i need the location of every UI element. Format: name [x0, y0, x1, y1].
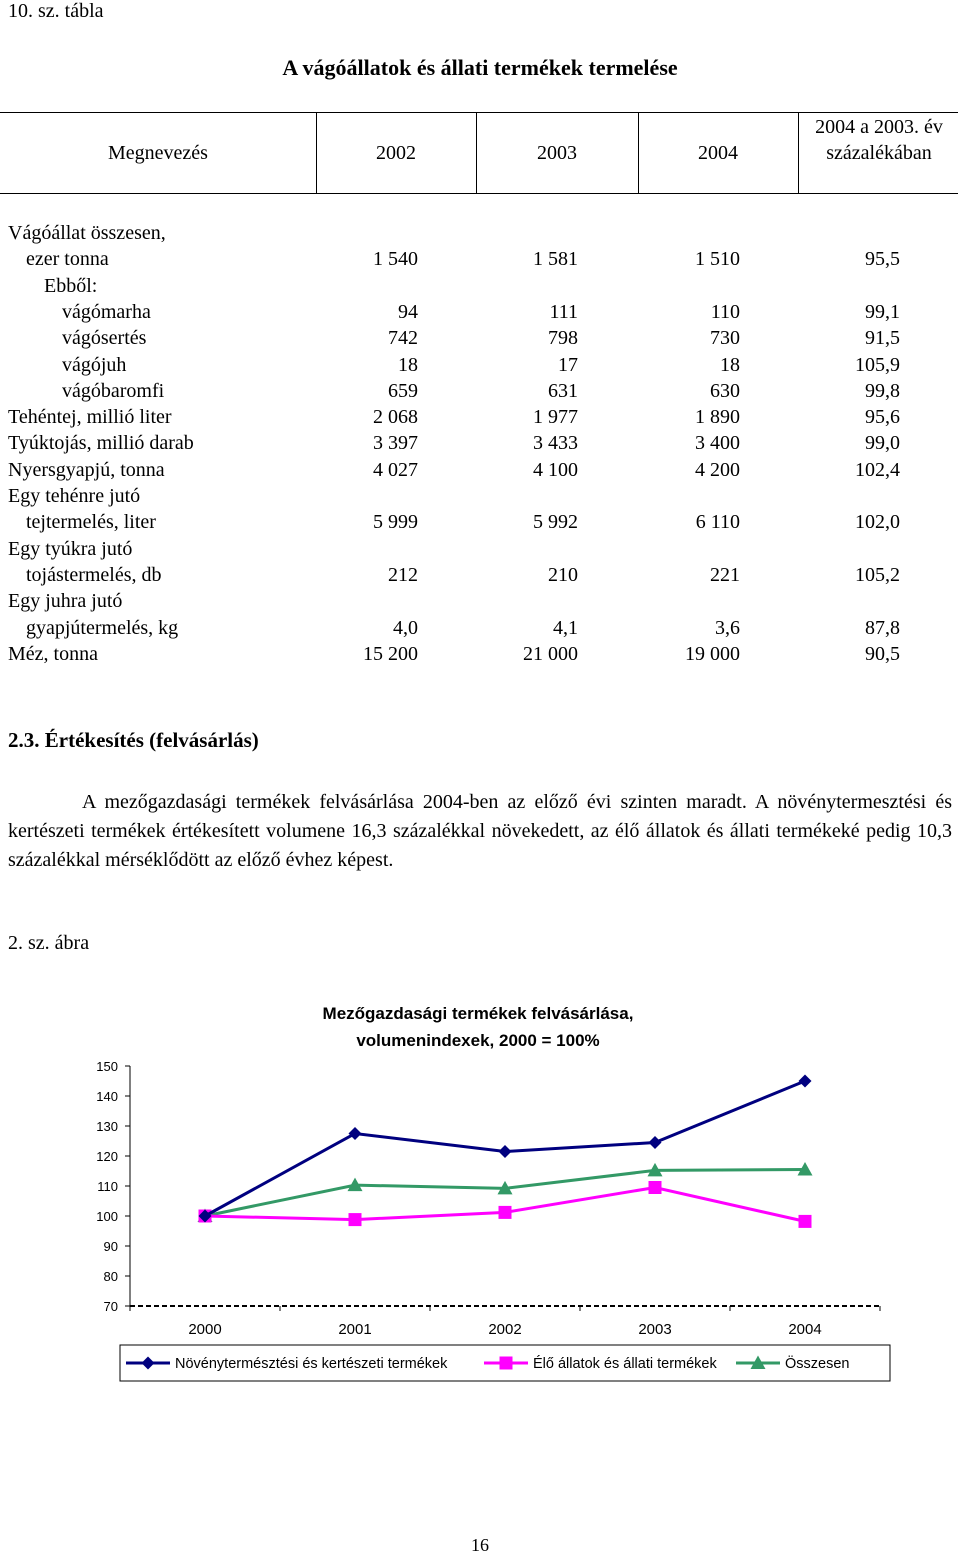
legend-marker — [500, 1357, 513, 1370]
row-value: 210 — [548, 563, 578, 586]
table-row — [0, 352, 960, 378]
row-label: vágómarha — [62, 300, 151, 323]
row-label: vágójuh — [62, 353, 127, 376]
data-point — [649, 1136, 662, 1149]
figure-label: 2. sz. ábra — [8, 932, 90, 954]
row-value: 1 977 — [533, 406, 578, 429]
row-value: 95,6 — [865, 406, 900, 429]
y-tick-label: 110 — [97, 1179, 118, 1194]
row-label: tejtermelés, liter — [26, 511, 156, 534]
row-value: 5 992 — [533, 511, 578, 534]
row-value: 17 — [558, 353, 578, 376]
row-value: 91,5 — [865, 327, 900, 350]
y-tick-label: 130 — [96, 1119, 118, 1134]
row-label: Nyersgyapjú, tonna — [8, 458, 165, 481]
row-value: 4 027 — [373, 458, 418, 481]
row-value: 18 — [720, 353, 740, 376]
legend-marker — [142, 1357, 155, 1370]
table-label: 10. sz. tábla — [8, 0, 104, 22]
table-row — [0, 641, 960, 667]
row-value: 730 — [710, 327, 740, 350]
table-row — [0, 246, 960, 272]
row-label: Egy juhra jutó — [8, 590, 123, 613]
row-label: Vágóállat összesen, — [8, 222, 166, 244]
legend-label: Növénytermésztési és kertészeti termékek — [175, 1356, 448, 1372]
row-value: 4 100 — [533, 458, 578, 481]
table-row — [0, 615, 960, 641]
row-value: 90,5 — [865, 642, 900, 665]
chart-title-line2: volumenindexek, 2000 = 100% — [356, 1031, 600, 1050]
row-label: Egy tehénre jutó — [8, 485, 141, 507]
row-value: 659 — [388, 379, 418, 402]
row-value: 19 000 — [685, 642, 740, 665]
row-value: 105,2 — [855, 563, 900, 586]
section-heading: 2.3. Értékesítés (felvásárlás) — [8, 728, 259, 752]
table-row — [0, 483, 960, 509]
row-value: 99,8 — [865, 379, 900, 402]
y-tick-label: 140 — [96, 1089, 118, 1104]
line-chart — [0, 990, 960, 1410]
row-value: 102,0 — [855, 511, 900, 534]
row-value: 110 — [710, 300, 740, 323]
row-label: Ebből: — [44, 274, 98, 297]
table-row — [0, 588, 960, 614]
header-percent-line1: 2004 a 2003. év — [815, 116, 943, 138]
row-value: 631 — [548, 379, 578, 402]
row-value: 4 200 — [695, 458, 740, 481]
table-title: A vágóállatok és állati termékek termelése — [282, 55, 678, 80]
y-tick-label: 90 — [103, 1239, 118, 1254]
table-top-rule — [0, 112, 958, 113]
row-value: 6 110 — [695, 511, 740, 534]
row-value: 87,8 — [865, 616, 900, 639]
table-row — [0, 299, 960, 325]
y-tick-label: 100 — [96, 1209, 118, 1224]
table-row — [0, 430, 960, 456]
legend-label: Összesen — [785, 1356, 850, 1372]
header-percent — [800, 114, 958, 166]
row-label: vágósertés — [62, 327, 147, 350]
row-value: 105,9 — [855, 353, 900, 376]
row-value: 1 540 — [373, 248, 418, 271]
y-tick-label: 120 — [96, 1149, 118, 1164]
row-label: vágóbaromfi — [62, 379, 165, 402]
row-value: 3,6 — [715, 616, 740, 639]
data-point — [499, 1145, 512, 1158]
header-2002: 2002 — [376, 142, 416, 164]
row-value: 102,4 — [855, 458, 900, 481]
row-value: 4,1 — [553, 616, 578, 639]
row-value: 212 — [388, 563, 418, 586]
row-value: 1 510 — [695, 248, 740, 271]
row-value: 742 — [388, 327, 418, 350]
page-number: 16 — [471, 1535, 489, 1555]
row-value: 95,5 — [865, 248, 900, 271]
data-point — [499, 1206, 512, 1219]
x-tick-label: 2002 — [488, 1321, 522, 1338]
data-point — [649, 1181, 662, 1194]
row-label: Egy tyúkra jutó — [8, 537, 133, 560]
row-value: 3 397 — [373, 432, 418, 455]
table-row — [0, 325, 960, 351]
row-label: Tehéntej, millió liter — [8, 406, 172, 429]
row-value: 1 581 — [533, 248, 578, 271]
row-label: Méz, tonna — [8, 642, 98, 665]
section-paragraph: A mezőgazdasági termékek felvásárlása 2004-ben az előző évi szinten maradt. A növénytermesztési és kertészeti termékek értékesített volumene 16,3 százalékkal növekedett, az élő állatok és állati termékeké pedig 10,3 százalékkal mérséklődött az előző évhez képest. — [8, 791, 952, 871]
row-value: 111 — [549, 300, 578, 323]
row-value: 3 400 — [695, 432, 740, 455]
section-text — [8, 788, 952, 875]
x-tick-label: 2003 — [638, 1321, 672, 1338]
header-2004: 2004 — [698, 142, 738, 164]
legend-label: Élő állatok és állati termékek — [533, 1356, 717, 1372]
row-label: gyapjútermelés, kg — [26, 616, 179, 639]
row-value: 2 068 — [373, 406, 418, 429]
table-row — [0, 509, 960, 535]
data-point — [349, 1127, 362, 1140]
row-value: 99,1 — [865, 300, 900, 323]
chart-title-line1: Mezőgazdasági termékek felvásárlása, — [322, 1004, 634, 1023]
x-tick-label: 2004 — [788, 1321, 822, 1338]
y-tick-label: 80 — [103, 1269, 118, 1284]
x-tick-label: 2000 — [188, 1321, 222, 1338]
data-point — [349, 1213, 362, 1226]
header-2003: 2003 — [537, 142, 577, 164]
row-value: 18 — [398, 353, 418, 376]
y-tick-label: 70 — [103, 1299, 118, 1314]
row-value: 21 000 — [523, 642, 578, 665]
row-value: 94 — [398, 300, 418, 323]
table-row — [0, 220, 960, 246]
data-point — [799, 1215, 812, 1228]
row-label: Tyúktojás, millió darab — [8, 432, 194, 455]
data-point — [799, 1075, 812, 1088]
row-value: 4,0 — [393, 616, 418, 639]
row-value: 15 200 — [363, 642, 418, 665]
table-row — [0, 536, 960, 562]
header-name: Megnevezés — [108, 142, 208, 164]
header-percent-line2: százalékában — [826, 142, 932, 164]
table-header-rule — [0, 193, 958, 194]
row-value: 3 433 — [533, 432, 578, 455]
row-value: 99,0 — [865, 432, 900, 455]
table-row — [0, 562, 960, 588]
col-divider — [798, 112, 799, 193]
row-value: 5 999 — [373, 511, 418, 534]
table-row — [0, 404, 960, 430]
table-row — [0, 273, 960, 299]
x-tick-label: 2001 — [338, 1321, 372, 1338]
table-row — [0, 378, 960, 404]
row-label: tojástermelés, db — [26, 563, 162, 586]
y-tick-label: 150 — [96, 1059, 118, 1074]
row-value: 1 890 — [695, 406, 740, 429]
row-value: 630 — [710, 379, 740, 402]
row-value: 221 — [710, 563, 740, 586]
table-row — [0, 457, 960, 483]
row-value: 798 — [548, 327, 578, 350]
row-label: ezer tonna — [26, 248, 109, 271]
